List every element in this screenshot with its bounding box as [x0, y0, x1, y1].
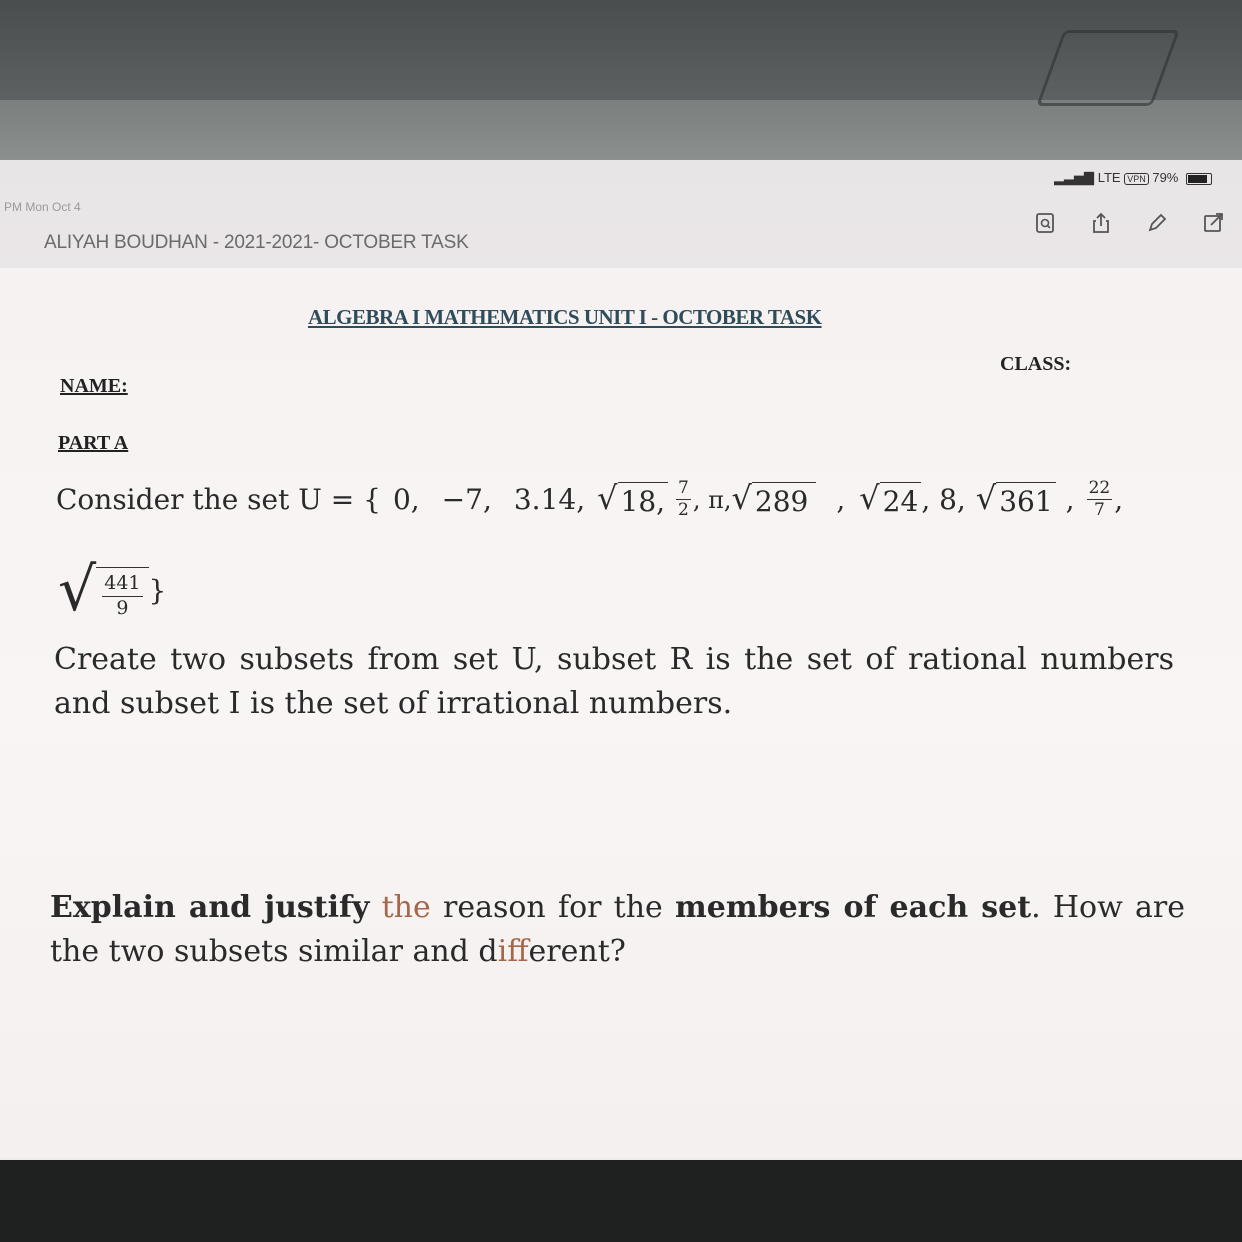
set-close-brace: } [148, 573, 167, 607]
set-definition [56, 480, 1123, 519]
set-element-sqrt-24: √ 24 [859, 482, 921, 518]
worksheet-heading: ALGEBRA I MATHEMATICS UNIT I - OCTOBER TASK [308, 305, 822, 329]
clock: PM Mon Oct 4 [4, 200, 81, 214]
device-bezel-bottom [0, 1160, 1242, 1242]
set-element-pi: , π, [692, 485, 732, 514]
set-element-22-over-7: $\frac{22}{7}$ [1088, 478, 1111, 520]
pencil-icon[interactable] [1146, 212, 1168, 234]
vpn-badge: VPN [1124, 173, 1149, 185]
signal-icon: ▂▃▅▇ [1054, 170, 1095, 185]
radical-sign-icon: √ [731, 478, 752, 517]
search-document-icon[interactable] [1034, 212, 1056, 234]
set-separator: , [1114, 483, 1124, 516]
set-element-0: 0, [392, 483, 420, 516]
set-element-sqrt-289: √ 289 [732, 482, 817, 518]
set-element-sqrt-18: √ 18, [597, 482, 668, 518]
document-title: ALIYAH BOUDHAN - 2021-2021- OCTOBER TASK [44, 232, 469, 253]
share-icon[interactable] [1090, 212, 1112, 234]
name-label: NAME: [60, 375, 128, 397]
part-label: PART A [58, 432, 129, 454]
radical-sign-icon: √ [597, 478, 618, 517]
set-element-sqrt-441-over-9: $\frac{441}{9}$ [96, 567, 148, 619]
instruction-text: Create two subsets from set U, subset R is the set of rational numbers and subset I is the set of irrational numbers. [54, 642, 1174, 721]
radical-sign-icon: √ [58, 555, 97, 625]
battery-percent: 79% [1152, 170, 1179, 185]
question-text: Explain and justify the reason for the members of each set. How are the two subsets similar and different? [50, 890, 1185, 969]
set-element-8: , 8, [921, 483, 966, 516]
set-separator: , [836, 483, 846, 516]
radical-sign-icon: √ [859, 478, 880, 517]
set-intro: Consider the set U = { [56, 483, 381, 516]
status-bar [1054, 170, 1212, 186]
toolbar [1034, 212, 1224, 234]
external-link-icon[interactable] [1202, 212, 1224, 234]
network-label: LTE [1097, 170, 1121, 185]
set-element-7-over-2: $\frac{7}{2}$ [678, 478, 689, 520]
class-label: CLASS: [1000, 353, 1072, 375]
radical-sign-icon: √ [975, 478, 997, 517]
set-element-sqrt-361: √ 361 [976, 482, 1056, 518]
set-separator: , [1065, 483, 1075, 516]
battery-icon [1186, 173, 1212, 185]
set-element-3-14: 3.14, [513, 483, 586, 516]
set-definition-continued [58, 555, 167, 625]
set-element-neg7: −7, [441, 483, 492, 516]
